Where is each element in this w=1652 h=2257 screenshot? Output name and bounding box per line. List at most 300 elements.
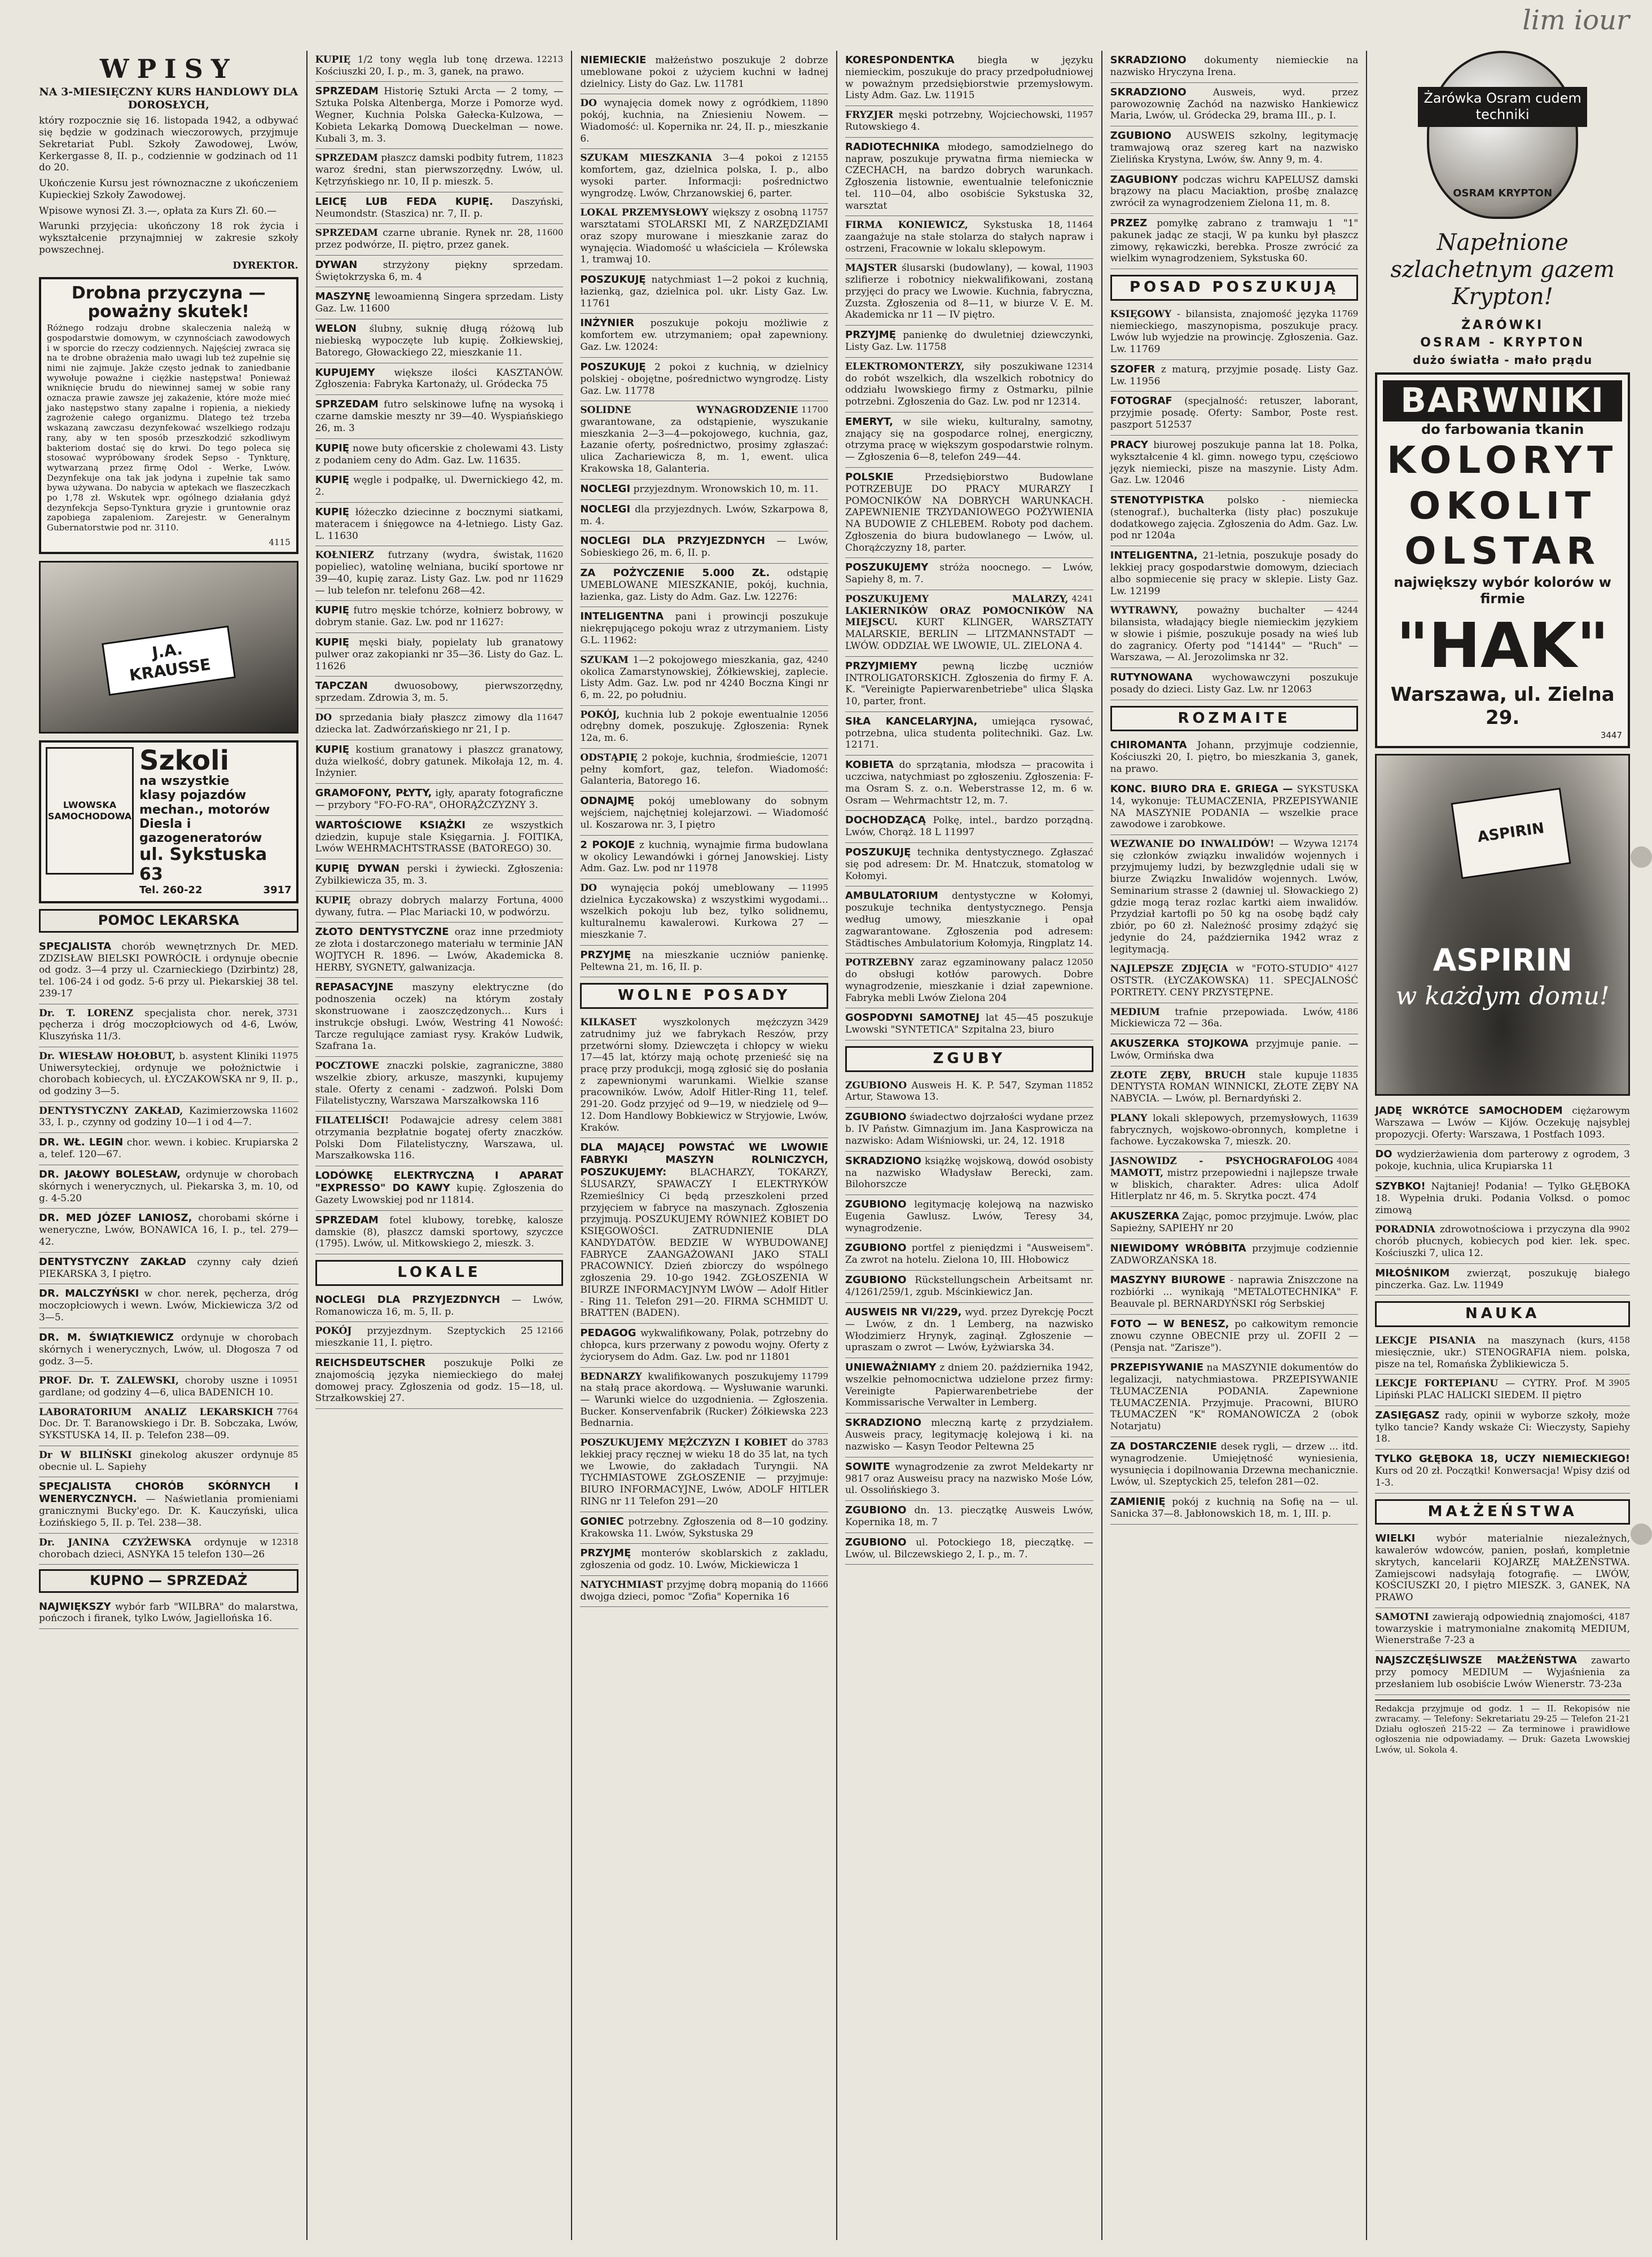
wpisy-paragraph: Ukończenie Kursu jest równoznaczne z ukończeniem Kupieckiej Szkoły Zawodowej. (39, 178, 298, 201)
ad-head: ZGUBIONO (845, 1274, 907, 1286)
ad-head: SZYBKO! (1375, 1180, 1426, 1193)
ad-head: DLA MAJĄCEJ POWSTAĆ WE LWOWIE FABRYKI MASZYN ROLNICZYCH, POSZUKUJEMY: (580, 1141, 828, 1179)
ad-text: na mieszkanie uczniów panienkę. Peltewna 21, m. 16, II. p. (580, 949, 828, 973)
ad-head: POCZTOWE (315, 1060, 379, 1072)
classified-ad (1375, 1101, 1630, 1145)
classified-ad (39, 1102, 298, 1133)
ad-head: POKÓJ, (580, 709, 620, 721)
ad-head: AKUSZERKA (1110, 1210, 1179, 1223)
classified-ad (315, 892, 564, 923)
wpisy-paragraph: który rozpocznie się 16. listopada 1942, a odbywać się będzie w godzinach wieczorowych, przyjmuje Sekretariat Publ. Szkoły Zawodowej, Lwów, Kerkergasse 8, II. p., codziennie w godzinach od 11 do 20. (39, 115, 298, 174)
classified-ad (580, 94, 828, 149)
ad-text: SYKSTUSKA 14, wykonuje: TŁUMACZENIA, PRZEPISYWANIE NA MASZYNIE PODANIA — wszelkie prace zawodowe i zarobkowe. (1110, 783, 1359, 831)
ad-head: FRYZJER (845, 109, 894, 121)
ad-text: Ausweis, wyd. przez parowozownię Zachód na nazwisko Hankiewicz Maria, Lwów, ul. Gródecka 29, brama III., p. I. (1110, 86, 1359, 122)
ad-head: FILATELIŚCI! (315, 1115, 389, 1127)
classified-ad (1375, 1450, 1630, 1493)
barwniki-num: 3447 (1600, 730, 1622, 740)
bulb-caps: OSRAM - KRYPTON (1420, 335, 1585, 350)
ad-text: męski potrzebny, Wojciechowski, Rutowskiego 4. (845, 109, 1063, 133)
ad-text: ordynuje w chorobach skórnych i wenerycznych, Lwów, ul. Dłogosza 7 od godz. 3—5. (39, 1332, 298, 1367)
ad-number: 3429 (806, 1017, 828, 1027)
ad-head: DO (580, 882, 597, 894)
ad-text: Kazimierzowska 33, I. p., czynny od godziny 10—1 i od 4—7. (39, 1105, 268, 1128)
handwritten-note: lim iour (1522, 5, 1629, 36)
ad-head: SOWITE (845, 1460, 890, 1473)
classified-ad (1110, 1271, 1359, 1314)
ad-head: RADIOTECHNIKA (845, 140, 940, 153)
krausse-ad-image (39, 561, 298, 734)
barwniki-ad (1375, 372, 1630, 748)
classified-ad (845, 259, 1093, 326)
classified-ad (315, 978, 564, 1057)
classified-ad (315, 784, 564, 816)
ad-text: rady, opinii w wyborze szkoły, może tylko tancie? Kandy wskaże Ci: Wieczysty, Sapiehy 18. (1375, 1409, 1631, 1445)
classified-ad (315, 287, 564, 319)
column-5 (1102, 51, 1368, 2240)
ad-text: panienkę do dwuletniej dziewczynki, Listy Gaz. Lw. 11758 (845, 330, 1093, 353)
ad-head: INŻYNIER (580, 317, 635, 330)
ad-head: KORESPONDENTKA (845, 54, 955, 66)
ad-text: perski i żywiecki. Zgłoszenia: Zybilkiewicza 35, m. 3. (315, 863, 564, 887)
classified-ad (315, 149, 564, 192)
ad-text: - bilansista, znajomość języka niemieckiego, maszynopisma, poszukuje pracy. Lwów lub wyjedzie na prowincję. Zgłoszenia. Gaz. Lw. 11769 (1110, 308, 1359, 355)
ad-text: siły poszukiwane do robót wszelkich, dla wszelkich robotnicy do oddziału lwowskiego firmy z Ostmarku, pilnie potrzebni. Zgłoszenia do Gaz. Lw. pod nr 12314. (845, 361, 1093, 408)
column-4 (837, 51, 1102, 2240)
ad-head: DR. M. ŚWIĄTKIEWICZ (39, 1331, 174, 1343)
ad-number: 85 (287, 1449, 298, 1460)
ad-head: POSZUKUJĘ (580, 361, 646, 373)
ad-text: (specjalność: retuszer, laborant, przyjmie posadę. Oferty: Sambor, Poste rest. paszport 512537 (1110, 396, 1359, 431)
classified-ad (845, 1501, 1093, 1533)
classified-ad (580, 314, 828, 357)
edu-list (1375, 1332, 1630, 1494)
ad-head: WEZWANIE DO INWALIDÓW! (1110, 838, 1275, 850)
classified-ad (845, 51, 1093, 106)
ad-text: lat 45—45 poszukuje Lwowski "SYNTETICA" Szpitalna 23, biuro (845, 1012, 1093, 1036)
classified-ad (580, 480, 828, 500)
ad-head: KUPIĘ (315, 636, 350, 649)
classified-ad (315, 1166, 564, 1211)
ad-text: ciężarowym Warszawa — Lwów — Kijów. Oczekuję najsyblej propozycji. Oferty: Warszawa, 1 Postfach 1093. (1375, 1105, 1630, 1140)
misc-list (1110, 736, 1359, 1524)
col5-ads (1110, 51, 1359, 269)
classified-ad (39, 1004, 298, 1047)
ad-head: PROF. Dr. T. ZALEWSKI, (39, 1375, 179, 1387)
ad-head: DO (580, 98, 597, 109)
ad-text: męski biały, popielaty lub granatowy pulwer oraz zakopianki nr 35—36. Listy do Gaz. L. 11626 (315, 637, 564, 672)
ad-text: Johann, przyjmuje codziennie, Kościuszki 20, I. piętro, bo mieszkania 3, ganek, na prawo. (1110, 740, 1359, 775)
krausse-label: J.A. KRAUSSE (102, 626, 236, 696)
classified-ad (580, 651, 828, 706)
classified-ad (1110, 1315, 1359, 1358)
classified-ad (315, 395, 564, 438)
classified-ad (580, 749, 828, 792)
ad-head: ZA DOSTARCZENIE (1110, 1440, 1217, 1452)
ad-text: Zając, pomoc przyjmuje. Lwów, plac Sapieżny, SAPIEHY nr 20 (1110, 1211, 1359, 1234)
ad-head: ODSTĄPIĘ (580, 752, 638, 763)
ad-head: NATYCHMIAST (580, 1579, 664, 1591)
ad-text: 2 pokoje, kuchnia, środmieście, pełny komfort, gaz, telefon. Wiadomość: Galanteria, Batorego 16. (580, 752, 828, 787)
ad-head: ELEKTROMONTERZY, (845, 361, 965, 372)
ad-text: - naprawia Zniszczone na rozbiórki ... wynikają "METALOTECHNIKA" F. Beauvale pl. BERNARDYŃSKI róg Serbskiej (1110, 1275, 1359, 1310)
ad-text: przyjmę dobrą mopanią do dwojga dzieci, pomoc "Zofia" Kopernika 16 (580, 1579, 798, 1602)
ad-text: Ausweis H. K. P. 547, Szyman Artur, Stawowa 13. (845, 1079, 1063, 1103)
ad-head: POLSKIE (845, 471, 894, 483)
classified-ad (1110, 170, 1359, 214)
ad-head: ZGUBIONO (845, 1536, 907, 1548)
wpisy-paragraph: Wpisowe wynosi Zł. 3.—, opłata za Kurs Zł. 60.— (39, 205, 277, 217)
classified-ad (315, 1211, 564, 1254)
ad-head: LOKAL PRZEMYSŁOWY (580, 207, 709, 219)
ad-text: świadectwo dojrzałości wydane przez b. IV Państw. Gimnazjum im. Jana Kasprowicza na nazwisko: Adam Wiśniowski, ur. 24, 12. 1918 (845, 1112, 1093, 1147)
classified-ad (315, 1354, 564, 1409)
ad-head: SZUKAM MIESZKANIA (580, 152, 713, 164)
ad-head: ZŁOTO DENTYSTYCZNE (315, 926, 449, 938)
classified-ad (1110, 546, 1359, 601)
ad-text: wynajęcia pokój umeblowany — dzielnica Łyczakowska) z wszystkimi wygodami... wszelkich pokoju lub bez, tylko solidnemu, kulturalnemu kawalerowi. Kurkowa 27 — mieszkanie 7. (580, 882, 828, 941)
ad-head: KUPIĘ (315, 604, 350, 617)
ad-head: KUPIĘ (315, 743, 350, 756)
ad-text: pani i prowincji poszukuje niekrępującego pokoju wraz z utrzymaniem. Listy G.L. 11962: (580, 611, 828, 647)
classified-ad (580, 564, 828, 607)
classified-ad (580, 358, 828, 401)
classified-ad (315, 363, 564, 396)
ad-text: trafnie przepowiada. Lwów, Mickiewicza 72 — 36a. (1110, 1006, 1334, 1030)
bulb-script-line: Krypton! (1452, 283, 1553, 310)
classified-ad (1110, 1003, 1359, 1034)
ad-text: do lekkiej pracy ręcznej w wieku 18 do 35 lat, na tych we Lwowie, do zakładach Turyngii. NA TYCHMIASTOWE ZGŁOSZENIE — przyjmuje: BIURO INFORMACYJNE, Lwów, ADOLF HITLER RING nr 11 Telefon 291—20 (580, 1437, 828, 1507)
ad-head: NAJSZCZĘŚLIWSZE MAŁŻEŃSTWA (1375, 1654, 1577, 1667)
classified-ad (1110, 736, 1359, 779)
classified-ad (1110, 780, 1359, 835)
ad-text: polsko - niemiecka (stenograf.), buchalterka (listy płac) poszukuje dodatkowego zajęcia. Zgłoszenia do Adm. Gaz. Lw. pod nr 1204a (1110, 495, 1359, 542)
ad-text: ze wszystkich dziedzin, kupuje stale Księgarnia. J. FOITIKA, Lwów WEHRMACHTSTRASSE (BATOREGO) 30. (315, 819, 564, 855)
ad-text: chorobami skórne i weneryczne, Lwów, BONAWICA 16, I. p., tel. 279—42. (39, 1213, 298, 1248)
classified-ad (580, 1512, 828, 1544)
ad-head: TYLKO GŁĘBOKA 18, UCZY NIEMIECKIEGO! (1375, 1453, 1630, 1465)
ad-head: ODNAJMĘ (580, 795, 635, 807)
ad-text: przyjezdnym. Szeptyckich 25 mieszkanie 11, I. piętro. (315, 1325, 533, 1349)
classified-ad (1375, 1608, 1630, 1651)
ad-head: PORADNIA (1375, 1224, 1435, 1236)
classified-ad (1110, 51, 1359, 83)
ad-text: mleczną kartę z przydziałem. Ausweis pracy, legitymację kolejową i ki. na nazwisko — Kasyn Teodor Peltewna 25 (845, 1417, 1093, 1452)
classified-ad (845, 558, 1093, 590)
drobna-text: Różnego rodzaju drobne skaleczenia należą w gospodarstwie domowym, w czynnościach zawodowych i w sporcie do rzeczy codziennych. Najęściej zwraca się na te drobne obrażenia mało uwagi lub też zupełnie się nimi nie zajmuje. Jakże często jednak to zaniedbanie wywołuje poważne i ciężkie następstwa! Ponieważ wniknięcie brudu do niewinnej samej w sobie rany oznacza prawie zawsze jej zakażenie, które może mieć jako następstwo stany zapalne i ropienia, a niekiedy zagrożenie całego organizmu. Dlatego też trzeba wskazaną zawczasu dezynfekować wszelkiego rodzaju rany, aby w ten sposób przeszkodzić szkodliwym bakteriom dostać się do krwi. Do tego poleca się stosować wypróbowany środek Sepso - Tynkturę, wytwarzaną przez firmę Odol - Werke, Lwów. Dezynfekuje ona tak jak jodyna i zupełnie tak samo bywa używana. Do nabycia w aptekach we flaszeczkach po 1,78 zł. Wskutek wpr. ogólnego działania gdyż dezynfekcja Sepso-Tynktura gryzie i gruntownie oraz zapobiega zapaleniom. Zarejestr. w Generalnym Gubernatorstwie pod nr. 3110. (47, 323, 291, 533)
school-line: klasy pojazdów (139, 788, 247, 803)
classified-ad (39, 1403, 298, 1446)
classified-ad (845, 1239, 1093, 1271)
classified-ad (580, 500, 828, 532)
ad-text: AUSWEIS szkolny, legitymację tramwajową oraz szereg kart na nazwisko Zielińska Krystyna, Lwów, św. Anny 9, m. 4. (1110, 130, 1359, 165)
ad-text: strzyżony piękny sprzedam. Świętokrzyska 6, m. 4 (315, 259, 564, 283)
ad-head: ZGUBIONO (845, 1198, 907, 1211)
ad-text: dla przyjezdnych. Lwów, Szkarpowa 8, m. 4. (580, 503, 828, 527)
ad-head: PRZEPISYWANIE (1110, 1362, 1203, 1374)
ad-text: dwuosobowy, pierwszorzędny, sprzedam. Zdrowia 3, m. 5. (315, 680, 564, 704)
classified-ad (580, 946, 828, 978)
ad-text: zwierząt, poszukuję białego pinczerka. Gaz. Lw. 11949 (1375, 1267, 1630, 1291)
ad-head: MEDIUM (1110, 1006, 1160, 1018)
classified-ad (845, 1195, 1093, 1239)
ad-text: odstąpię UMEBLOWANE MIESZKANIE, pokój, kuchnia, łazienka, gaz. Listy do Adm. Gaz. Lw. 12276: (580, 567, 829, 603)
ad-text: pomyłkę zabrano z tramwaju 1 "1" pakunek jadąc ze stacji, W pa kunku był płaszcz zimowy, rękawiczki, berebka. Prosze zwrócić za wielkim wynagrodzeniem, Sykstuska 60. (1110, 217, 1359, 265)
ad-number: 12056 (801, 709, 828, 719)
wpisy-paragraph: Warunki przyjęcia: ukończony 18 rok życia i wykształcenie przynajmniej w zakresie szkoły powszechnej. (39, 221, 298, 256)
ad-head: DR. JAŁOWY BOLESŁAW, (39, 1168, 181, 1180)
ad-text: wynajęcia domek nowy z ogródkiem, pokój, kuchnia, na Zniesieniu Nowem. — Wiadomość: ul. Kopernika nr. 24, II. p., mieszkanie 6. (580, 98, 828, 144)
ad-head: WIELKI (1375, 1533, 1416, 1545)
ad-text: futro selskinowe lufnę na wysoką i czarne damskie meszty nr 39—40. Wyspiańskiego 26, m. 3 (315, 399, 564, 434)
ad-text: sprzedania biały płaszcz zimowy dla dziecka lat. Zadwórzańskiego nr 21, I p. (315, 712, 533, 735)
ad-head: ZA POŻYCZENIE 5.000 ZŁ. (580, 567, 770, 579)
ad-text: stróża noocnego. — Lwów, Sapiehy 8, m. 7. (845, 562, 1093, 586)
section-jobs: WOLNE POSADY (580, 983, 828, 1009)
ad-number: 11700 (801, 405, 828, 415)
ad-text: poważny buchalter — bilansista, władający biegle niemieckim językiem w słowie i piśmie, poszukuje posady na wieś lub do zagranicy. Oferty pod "14144" — "Ruch" — Warszawa, — Al. Jerozolimska nr 32. (1110, 605, 1359, 664)
ad-text: igły, aparaty fotograficzne — przybory "FO-FO-RA", OHORĄŻCZYZNY 3. (315, 788, 564, 811)
ad-text: technika dentystycznego. Zgłaszać się pod adresem: Dr. M. Hnatczuk, stomatolog w Kołomyi. (845, 847, 1093, 882)
ad-number: 11464 (1066, 219, 1093, 230)
ad-text: choroby uszne i gardlane; od godziny 4—6, ulica BADENICH 10. (39, 1375, 274, 1398)
ad-text: czynny cały dzień PIEKARSKA 3, I piętro. (39, 1256, 298, 1280)
ad-text: na maszynach (kurs, miesięcznie, ukr.) STENOGRAFIA niem. polska, pisze na tel, Romańska Żyblikiewicza 5. (1375, 1335, 1630, 1370)
classified-ad (580, 51, 828, 94)
school-address: ul. Sykstuska 63 (139, 845, 267, 884)
classified-ad (845, 657, 1093, 712)
ad-number: 12318 (271, 1536, 298, 1547)
ad-head: KUPIĘ (315, 474, 350, 486)
ad-head: DR. MED JÓZEF LANIOSZ, (39, 1212, 192, 1224)
ad-head: PRZYJMIEMY (845, 660, 917, 672)
ad-head: NOCLEGI DLA PRZYJEZDNYCH (580, 535, 766, 547)
ad-head: EMERYT, (845, 415, 893, 428)
col6-ads (1375, 1101, 1630, 1296)
classified-ad (315, 633, 564, 677)
classified-ad (845, 811, 1093, 843)
barwniki-firm: "HAK" (1396, 609, 1609, 682)
ad-head: PRZEZ (1110, 217, 1148, 229)
ad-head: JASNOWIDZ - PSYCHOGRAFOLOG MAMOTT, (1110, 1156, 1334, 1179)
classified-ad (580, 1368, 828, 1434)
aspirin-script: w każdym domu! (1395, 981, 1610, 1011)
ad-head: ZAGUBIONY (1110, 173, 1178, 186)
section-misc: ROZMAITE (1110, 706, 1359, 732)
ad-head: SAMOTNI (1375, 1611, 1429, 1623)
ad-text: dn. 13. pieczątkę Ausweis Lwów, Kopernika 18, m. 7 (845, 1504, 1093, 1528)
ad-text: wyd. przez Dyrekcję Poczt — Lwów, z dn. 1 Lemberg, na nazwisko Włodzimierz Hrynyk, zaginął. Zgłoszenie — upraszam o zwrot — Lwów, Łyżwiarska 34. (845, 1306, 1093, 1354)
classified-ad (845, 216, 1093, 259)
barwniki-brand: OLSTAR (1404, 529, 1601, 573)
ad-number: 11823 (536, 152, 564, 163)
ad-head: Dr. T. LORENZ (39, 1007, 134, 1019)
ad-text: b. asystent Kliniki Uniwersyteckiej, ordynuje we położnictwie i chorobach kobiecych, ul. ŁYCZAKOWSKA nr 9, II. p., od godziny 3—5. (39, 1050, 298, 1097)
ad-head: ZGUBIONO (845, 1111, 907, 1123)
ad-head: SKRADZIONO (845, 1154, 922, 1167)
ad-text: ślusarski (budowlany), — kowal, szlifierze i robotnicy niekwalifikowani, zostaną przyjęci do pracy we Lwowie. Kuchnia, fabryczna, Zuzsta. Zgłoszenia od 8—11, w biurze V. E. M. Akademicka nr 11 — IV piętro. (845, 262, 1093, 321)
classified-ad (580, 1544, 828, 1576)
section-sale: KUPNO — SPRZEDAŻ (39, 1569, 298, 1592)
ad-text: biurowej poszukuje panna lat 18. Polka, wykształcenie 4 kl. gimn. nowego typu, częściowo język niemiecki, pisze na maszynie. Listy Adm. Gaz. Lw. 12046 (1110, 439, 1359, 486)
classified-ad (315, 677, 564, 709)
classified-ad (580, 607, 828, 651)
ad-head: MAJSTER (845, 262, 898, 274)
ad-text: futro męskie tchórze, kołnierz bobrowy, w dobrym stanie. Gaz. Lw. pod nr 11627: (315, 605, 564, 629)
ad-head: LEICĘ LUB FEDA KUPIĘ. (315, 195, 494, 208)
ad-number: 11799 (801, 1371, 828, 1381)
jobs-list (580, 1013, 828, 1607)
classified-ad (39, 1284, 298, 1328)
ad-head: INTELIGENTNA, (1110, 550, 1198, 562)
ad-head: KOŁNIERZ (315, 550, 374, 561)
classified-ad (39, 1165, 298, 1209)
classified-ad (315, 1057, 564, 1112)
ad-text: kostium granatowy i płaszcz granatowy, duża wielkość, dobry gatunek. Mikołaja 12, m. 4. Inżynier. (315, 744, 564, 779)
ad-number: 3731 (276, 1007, 298, 1018)
classified-ad (1110, 1066, 1359, 1109)
ad-text: zdrowotnościowa i przyczyna dla chorób płucnych, kobiecych pod kier. lek. spec. Kościuszki 7, ulica 12. (1375, 1224, 1630, 1259)
ad-head: WARTOŚCIOWE KSIĄŻKI (315, 819, 466, 831)
ad-head: STENOTYPISTKA (1110, 494, 1204, 507)
ad-number: 4241 (1071, 593, 1093, 604)
ad-text: oraz inne przedmioty ze złota i dostarczonego materiału w terminie JAN WOJTYCH R. 1896. — Lwów, Akademicka 8. HERBY, SYGNETY, galwanizacja. (315, 926, 564, 973)
classified-ad (315, 601, 564, 633)
ad-head: NAJWIĘKSZY (39, 1600, 111, 1613)
classified-ad (580, 204, 828, 270)
classified-ad (1110, 601, 1359, 668)
classified-ad (580, 1434, 828, 1512)
classified-ad (315, 503, 564, 546)
ad-head: AKUSZERKA STOJKOWA (1110, 1038, 1249, 1050)
classified-ad (315, 923, 564, 978)
ad-number: 4127 (1337, 963, 1359, 974)
classified-ad (315, 740, 564, 784)
classified-ad (39, 1047, 298, 1102)
ad-text: kupię. Zgłoszenia do Gazety Lwowskiej pod nr 11814. (315, 1182, 564, 1206)
ad-text: przyjmuje panie. — Lwów, Ormińska dwa (1110, 1038, 1359, 1061)
ad-text: dokumenty niemieckie na nazwisko Hryczyna Irena. (1110, 55, 1359, 78)
ad-number: 11957 (1066, 109, 1093, 120)
ad-head: SPRZEDAM (315, 152, 378, 164)
ad-text: poszukuje Polki ze znajomością języka niemieckiego do małej domowej pracy. Zgłoszenia od godz. 15—18, ul. Strzałkowskiej 27. (315, 1357, 564, 1404)
ad-text: portfel z pieniędzmi i "Ausweisem". Za zwrot na hotelu. Zielona 10, III. Hłobowicz (845, 1242, 1093, 1266)
ad-head: Dr. WIESŁAW HOŁOBUT, (39, 1050, 175, 1062)
marriage-list (1375, 1529, 1630, 1694)
barwniki-title: BARWNIKI (1383, 380, 1622, 421)
section-local: LOKALE (315, 1260, 564, 1286)
ad-text: Sykstuska 18, zaangażuje na stałe stolarza do stałych napraw i ostrzeni, Fracownie w lokalu sklepowym. (845, 219, 1093, 254)
ad-text: KURT KLINGER, WARSZTATY MALARSKIE, BERLIN — LITZMANNSTADT — LWÓW. ODDZIAŁ WE LWOWIE, UL. ZIELONA 4. (845, 617, 1093, 652)
ad-head: REICHSDEUTSCHER (315, 1356, 426, 1369)
ad-text: — Lwów, Sobieskiego 26, m. 6, II. p. (580, 535, 829, 559)
col2-ads (315, 51, 564, 1254)
ad-text: węgle i podpałkę, ul. Dwernickiego 42, m. 2. (315, 475, 564, 498)
classified-ad (315, 1322, 564, 1353)
ad-head: LEKCJE PISANIA (1375, 1335, 1476, 1347)
ad-head: Dr W BILIŃSKI (39, 1449, 132, 1461)
ad-head: 2 POKOJE (580, 838, 635, 851)
ad-text: kwalifikowanych poszukujemy na stałą prace akordową. — Wysłuwanie warunki. — Warunki wielce do uzgodnienia. — Zgłoszenia. Bucker. Konservenfabrik (Rucker) Żółkiewska 223 Bednarnia. (580, 1371, 828, 1429)
barwniki-brand: OKOLIT (1409, 484, 1597, 528)
classified-ad (315, 192, 564, 225)
classified-ad (39, 1477, 298, 1533)
classified-ad (1110, 1034, 1359, 1066)
school-heading: Szkoli (139, 745, 230, 776)
ad-head: POSZUKUJEMY MALARZY, LAKIERNIKÓW ORAZ POMOCNIKÓW NA MIEJSCU. (845, 593, 1093, 629)
ad-head: JADĘ WKRÓTCE SAMOCHODEM (1375, 1104, 1563, 1117)
aspirin-ad (1375, 754, 1630, 1096)
ad-text: pokój umeblowany do sobnym wejściem, najchętniej kolejarzowi. — Wiadomość ul. Koszarowa nr. 3, I piętro (580, 796, 828, 831)
ad-head: NOCLEGI DLA PRZYJEZDNYCH (315, 1293, 500, 1306)
classified-ad (315, 82, 564, 149)
classified-ad (845, 1533, 1093, 1565)
classified-ad (845, 886, 1093, 954)
ad-text: zaraz egzaminowany palacz do obsługi kotłów parowych. Dobre wynagrodzenie, mieszkanie i dział zapewnione. Fabryka mebli Lwów Zielona 204 (845, 957, 1093, 1004)
ad-head: KUPIĘ (315, 894, 351, 906)
wpisy-title: WPISY (99, 54, 238, 84)
ad-head: ZGUBIONO (845, 1504, 907, 1516)
classified-ad (1375, 1375, 1630, 1406)
ad-number: 12050 (1066, 957, 1093, 968)
ad-head: SZOFER (1110, 363, 1155, 375)
section-jobsought: POSAD POSZUKUJĄ (1110, 275, 1359, 301)
barwniki-address: Warszawa, ul. Zielna 29. (1390, 683, 1615, 730)
ad-text: poszukuje pokoju możliwie z komfortem ew. utrzymaniem; opał zapewniony. Gaz. Lw. 12024: (580, 318, 829, 353)
ad-text: Przedsiębiorstwo Budowlane POTRZEBUJE DO PRACY MURARZY I POMOCNIKÓW NA DOBRYCH WARUNKACH. ZAPEWNIENIE TRZYDANIOWEGO POŻYWIENIA NA BUDOWIE Z CHLEBEM. Roboty pod dachem. Zgłoszenia do biura budowlanego — Lwów, ul. Chorążczyzny 18, parter. (845, 471, 1093, 554)
classified-ad (1110, 1207, 1359, 1239)
ad-text: ul. Potockiego 18, pieczątkę. — Lwów, ul. Bilczewskiego 2, I. p., m. 7. (845, 1536, 1093, 1560)
driving-school-ad (39, 740, 298, 903)
ad-head: SPRZEDAM (315, 1214, 379, 1226)
ad-text: podczas wichru KAPELUSZ damski brązowy na placu Maciaktion, prośbę znalazcę zwrócił za wynagrodzeniem Zielona 11, m. 8. (1110, 174, 1359, 209)
ad-head: ZASIĘGASZ (1375, 1409, 1440, 1421)
ad-number: 12174 (1331, 838, 1359, 849)
ad-text: ordynuje w chorobach dzieci, ASNYKA 15 telefon 130—26 (39, 1536, 268, 1560)
aspirin-pack: ASPIRIN (1451, 788, 1571, 879)
ad-head: KUPUJEMY (315, 366, 375, 379)
ad-head: FOTO — W BENESZ, (1110, 1318, 1229, 1330)
ad-number: 4186 (1337, 1006, 1359, 1017)
classified-ad (1375, 1145, 1630, 1177)
ad-text: Najtaniej! Podania! — Tylko GŁĘBOKA 18. Wypełnia druki. Podania Volksd. o pomoc zimową (1375, 1181, 1631, 1216)
classified-ad (580, 1576, 828, 1607)
ad-text: obrazy dobrych malarzy Fortuna, dywany, futra. — Plac Mariacki 10, w podwórzu. (315, 894, 550, 918)
ad-text: Podawajcie adresy celem otrzymania bezpłatnie bogatej oferty znaczków. Polski Dom Filatelistyczny, Warszawa, ul. Marszałkowska 116. (315, 1115, 564, 1162)
classified-ad (845, 1271, 1093, 1303)
classified-ad (315, 319, 564, 363)
ad-text: potrzebny. Zgłoszenia od 8—10 godziny. Krakowska 11. Lwów, Sykstuska 29 (580, 1516, 828, 1539)
ad-number: 11835 (1331, 1069, 1359, 1080)
ad-text: — Naświetlania promieniami granicznymi Bucky'ego. Dr. K. Kauczyński, ulica Łozińskiego 5, II. p. Tel. 238—38. (39, 1494, 298, 1529)
classified-ad (845, 1077, 1093, 1108)
ad-head: SPRZEDAM (315, 398, 379, 411)
ad-head: UNIEWAŻNIAMY (845, 1361, 937, 1373)
ad-head: SKRADZIONO (1110, 54, 1187, 66)
school-num: 3917 (263, 884, 292, 897)
ad-head: PEDAGOG (580, 1327, 636, 1340)
ad-head: ZGUBIONO (1110, 130, 1172, 142)
classified-ad (580, 1324, 828, 1367)
classified-ad (1375, 1264, 1630, 1296)
classified-ad (1110, 436, 1359, 491)
ad-number: 3881 (542, 1115, 564, 1126)
classified-ad (845, 358, 1093, 412)
classified-ad (315, 51, 564, 82)
ad-text: płaszcz damski podbity futrem, waroz średni, stan pierwszorzędny. Lwów, ul. Kętrzyńskiego nr. 10, II p. mieszk. 5. (315, 152, 564, 187)
ad-text: maszyny elektryczne (do podnoszenia oczek) na którym zostały skonstruowane i zaoszczędzonych... Kurs i instrukcje obsługi. Lwów, Westring 41 Nowość: Tarcze regulujące zamiast rysy. Kraków Ludwik, Szafrana 1a. (315, 982, 564, 1052)
ad-number: 11600 (536, 227, 564, 238)
